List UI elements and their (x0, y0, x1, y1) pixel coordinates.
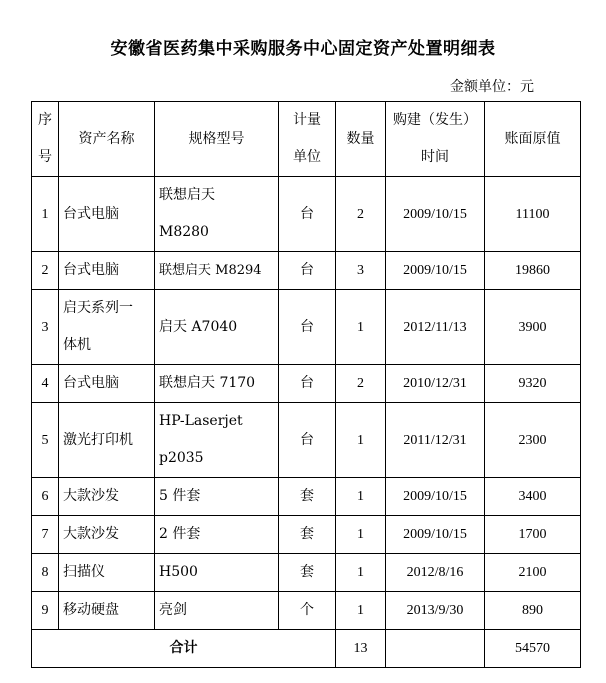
header-value: 账面原值 (485, 102, 581, 177)
asset-disposal-table (31, 101, 581, 668)
cell-name: 大款沙发 (59, 516, 155, 554)
cell-unit: 套 (279, 478, 336, 516)
total-qty: 13 (336, 630, 386, 668)
cell-spec: 联想启天 M8294 (155, 252, 279, 290)
cell-value: 3400 (485, 478, 581, 516)
header-qty: 数量 (336, 102, 386, 177)
cell-unit: 台 (279, 403, 336, 478)
cell-qty: 1 (336, 516, 386, 554)
cell-spec: 联想启天 M8280 (155, 177, 279, 252)
total-row (32, 630, 581, 668)
header-seq: 序号 (32, 102, 59, 177)
currency-unit-label: 金额单位：元 (450, 79, 534, 95)
cell-unit: 台 (279, 252, 336, 290)
cell-seq: 1 (32, 177, 59, 252)
cell-seq: 6 (32, 478, 59, 516)
cell-unit: 个 (279, 592, 336, 630)
cell-unit: 套 (279, 554, 336, 592)
cell-date: 2012/11/13 (386, 290, 485, 365)
cell-value: 2100 (485, 554, 581, 592)
cell-name: 台式电脑 (59, 365, 155, 403)
table-row (32, 365, 581, 403)
cell-date: 2009/10/15 (386, 177, 485, 252)
cell-date: 2009/10/15 (386, 516, 485, 554)
cell-value: 1700 (485, 516, 581, 554)
cell-qty: 1 (336, 290, 386, 365)
cell-unit: 台 (279, 177, 336, 252)
cell-unit: 套 (279, 516, 336, 554)
cell-date: 2011/12/31 (386, 403, 485, 478)
table-row (32, 252, 581, 290)
cell-spec: 启天 A7040 (155, 290, 279, 365)
cell-seq: 2 (32, 252, 59, 290)
total-date-empty (386, 630, 485, 668)
cell-spec: 联想启天 7170 (155, 365, 279, 403)
cell-qty: 1 (336, 592, 386, 630)
header-date: 购建（发生）时间 (386, 102, 485, 177)
cell-qty: 2 (336, 177, 386, 252)
table-row (32, 290, 581, 365)
cell-qty: 1 (336, 403, 386, 478)
cell-seq: 4 (32, 365, 59, 403)
cell-date: 2009/10/15 (386, 478, 485, 516)
cell-unit: 台 (279, 290, 336, 365)
cell-qty: 3 (336, 252, 386, 290)
total-label: 合计 (32, 630, 336, 668)
cell-value: 9320 (485, 365, 581, 403)
cell-value: 11100 (485, 177, 581, 252)
cell-value: 890 (485, 592, 581, 630)
cell-value: 19860 (485, 252, 581, 290)
table-row (32, 177, 581, 252)
cell-seq: 5 (32, 403, 59, 478)
cell-spec: 2 件套 (155, 516, 279, 554)
cell-name: 台式电脑 (59, 252, 155, 290)
total-value: 54570 (485, 630, 581, 668)
cell-unit: 台 (279, 365, 336, 403)
cell-spec: HP-Laserjet p2035 (155, 403, 279, 478)
cell-name: 台式电脑 (59, 177, 155, 252)
cell-spec: 5 件套 (155, 478, 279, 516)
cell-date: 2012/8/16 (386, 554, 485, 592)
header-spec: 规格型号 (155, 102, 279, 177)
cell-seq: 7 (32, 516, 59, 554)
cell-qty: 2 (336, 365, 386, 403)
cell-spec: H500 (155, 554, 279, 592)
header-asset-name: 资产名称 (59, 102, 155, 177)
cell-date: 2013/9/30 (386, 592, 485, 630)
page-title: 安徽省医药集中采购服务中心固定资产处置明细表 (110, 39, 496, 59)
cell-seq: 3 (32, 290, 59, 365)
cell-seq: 9 (32, 592, 59, 630)
table-header-row (32, 102, 581, 177)
cell-name: 移动硬盘 (59, 592, 155, 630)
cell-date: 2010/12/31 (386, 365, 485, 403)
table-row (32, 403, 581, 478)
cell-spec: 亮剑 (155, 592, 279, 630)
cell-name: 大款沙发 (59, 478, 155, 516)
table-row (32, 516, 581, 554)
cell-name: 激光打印机 (59, 403, 155, 478)
cell-date: 2009/10/15 (386, 252, 485, 290)
header-unit: 计量单位 (279, 102, 336, 177)
cell-name: 扫描仪 (59, 554, 155, 592)
cell-value: 2300 (485, 403, 581, 478)
cell-qty: 1 (336, 478, 386, 516)
table-row (32, 592, 581, 630)
cell-value: 3900 (485, 290, 581, 365)
table-row (32, 478, 581, 516)
cell-name: 启天系列一体机 (59, 290, 155, 365)
table-row (32, 554, 581, 592)
cell-qty: 1 (336, 554, 386, 592)
cell-seq: 8 (32, 554, 59, 592)
